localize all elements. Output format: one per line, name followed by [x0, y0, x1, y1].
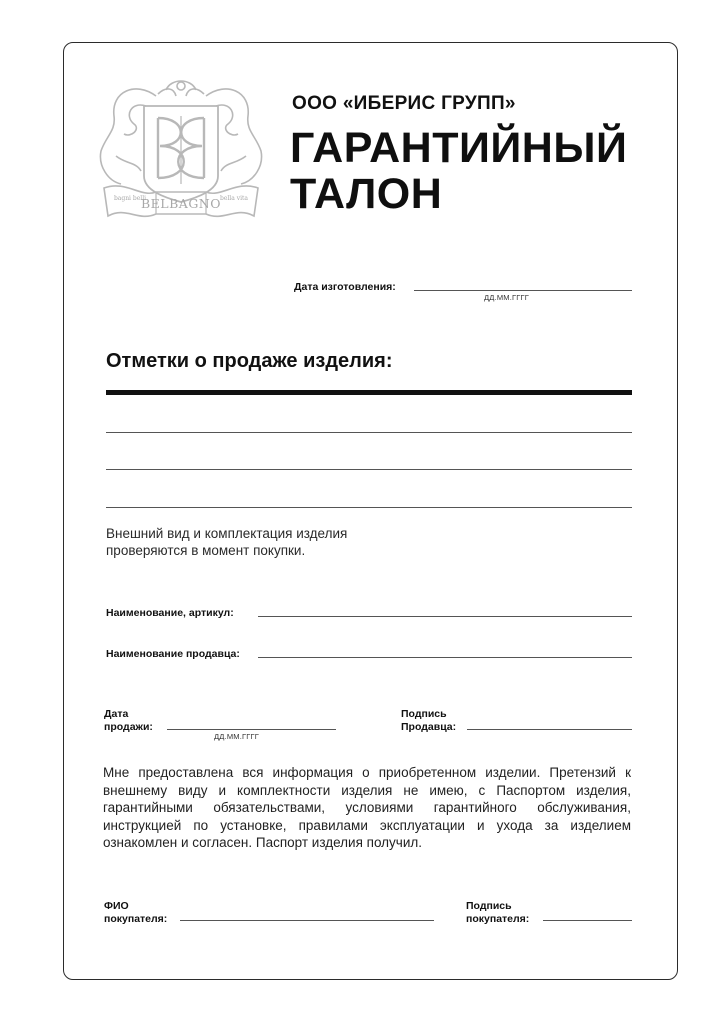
- seller-name-field[interactable]: [258, 657, 632, 658]
- item-name-label: Наименование, артикул:: [106, 607, 234, 619]
- seller-signature-label: [401, 708, 456, 734]
- buyer-name-label-line-1: ФИО: [104, 900, 129, 912]
- inspection-note-line-2: проверяются в момент покупки.: [106, 543, 306, 558]
- seller-signature-label-line-1: Подпись: [401, 708, 447, 720]
- manufacture-date-field[interactable]: [414, 290, 632, 291]
- buyer-name-label: [104, 900, 167, 926]
- seller-signature-field[interactable]: [467, 729, 632, 730]
- sale-date-format: ДД.ММ.ГГГГ: [214, 732, 260, 741]
- sale-marks-title: Отметки о продаже изделия:: [106, 350, 393, 372]
- document-title: [290, 125, 627, 217]
- logo-motto-left: bagni belli: [113, 195, 147, 202]
- logo-brand-text: BELBAGNO: [141, 196, 221, 211]
- sale-date-label-line-2: продажи:: [104, 721, 153, 733]
- manufacture-date-format: ДД.ММ.ГГГГ: [484, 293, 530, 302]
- logo-motto-right: bella vita: [219, 195, 249, 202]
- buyer-statement: Мне предоставлена вся информация о приобретенном изделии. Претензий к внешнему виду и комплектности изделия не имею, с Паспортом изделия, гарантийными обязательствами, условиями гарантийного обслуживания, инструкцией по установке, правилами эксплуатации и ухода за изделием ознакомлен и согласен. Паспорт изделия получил.: [103, 765, 631, 850]
- inspection-note: [106, 525, 347, 559]
- seller-name-label: Наименование продавца:: [106, 648, 240, 660]
- title-line-2: ТАЛОН: [290, 170, 443, 218]
- buyer-signature-label: [466, 900, 529, 926]
- buyer-signature-field[interactable]: [543, 920, 632, 921]
- sale-date-label: [104, 708, 153, 734]
- sale-mark-line-3[interactable]: [106, 507, 632, 508]
- buyer-name-field[interactable]: [180, 920, 434, 921]
- title-line-1: ГАРАНТИЙНЫЙ: [290, 124, 628, 172]
- seller-signature-label-line-2: Продавца:: [401, 721, 457, 733]
- company-name: ООО «ИБЕРИС ГРУПП»: [292, 93, 516, 114]
- buyer-name-label-line-2: покупателя:: [104, 913, 168, 925]
- section-divider: [106, 390, 632, 395]
- sale-date-field[interactable]: [167, 729, 336, 730]
- sale-mark-line-2[interactable]: [106, 469, 632, 470]
- manufacture-date-label: Дата изготовления:: [294, 281, 396, 293]
- buyer-signature-label-line-1: Подпись: [466, 900, 512, 912]
- buyer-signature-label-line-2: покупателя:: [466, 913, 530, 925]
- belbagno-logo: [96, 76, 266, 226]
- inspection-note-line-1: Внешний вид и комплектация изделия: [106, 526, 348, 541]
- sale-date-label-line-1: Дата: [104, 708, 129, 720]
- sale-mark-line-1[interactable]: [106, 432, 632, 433]
- item-name-field[interactable]: [258, 616, 632, 617]
